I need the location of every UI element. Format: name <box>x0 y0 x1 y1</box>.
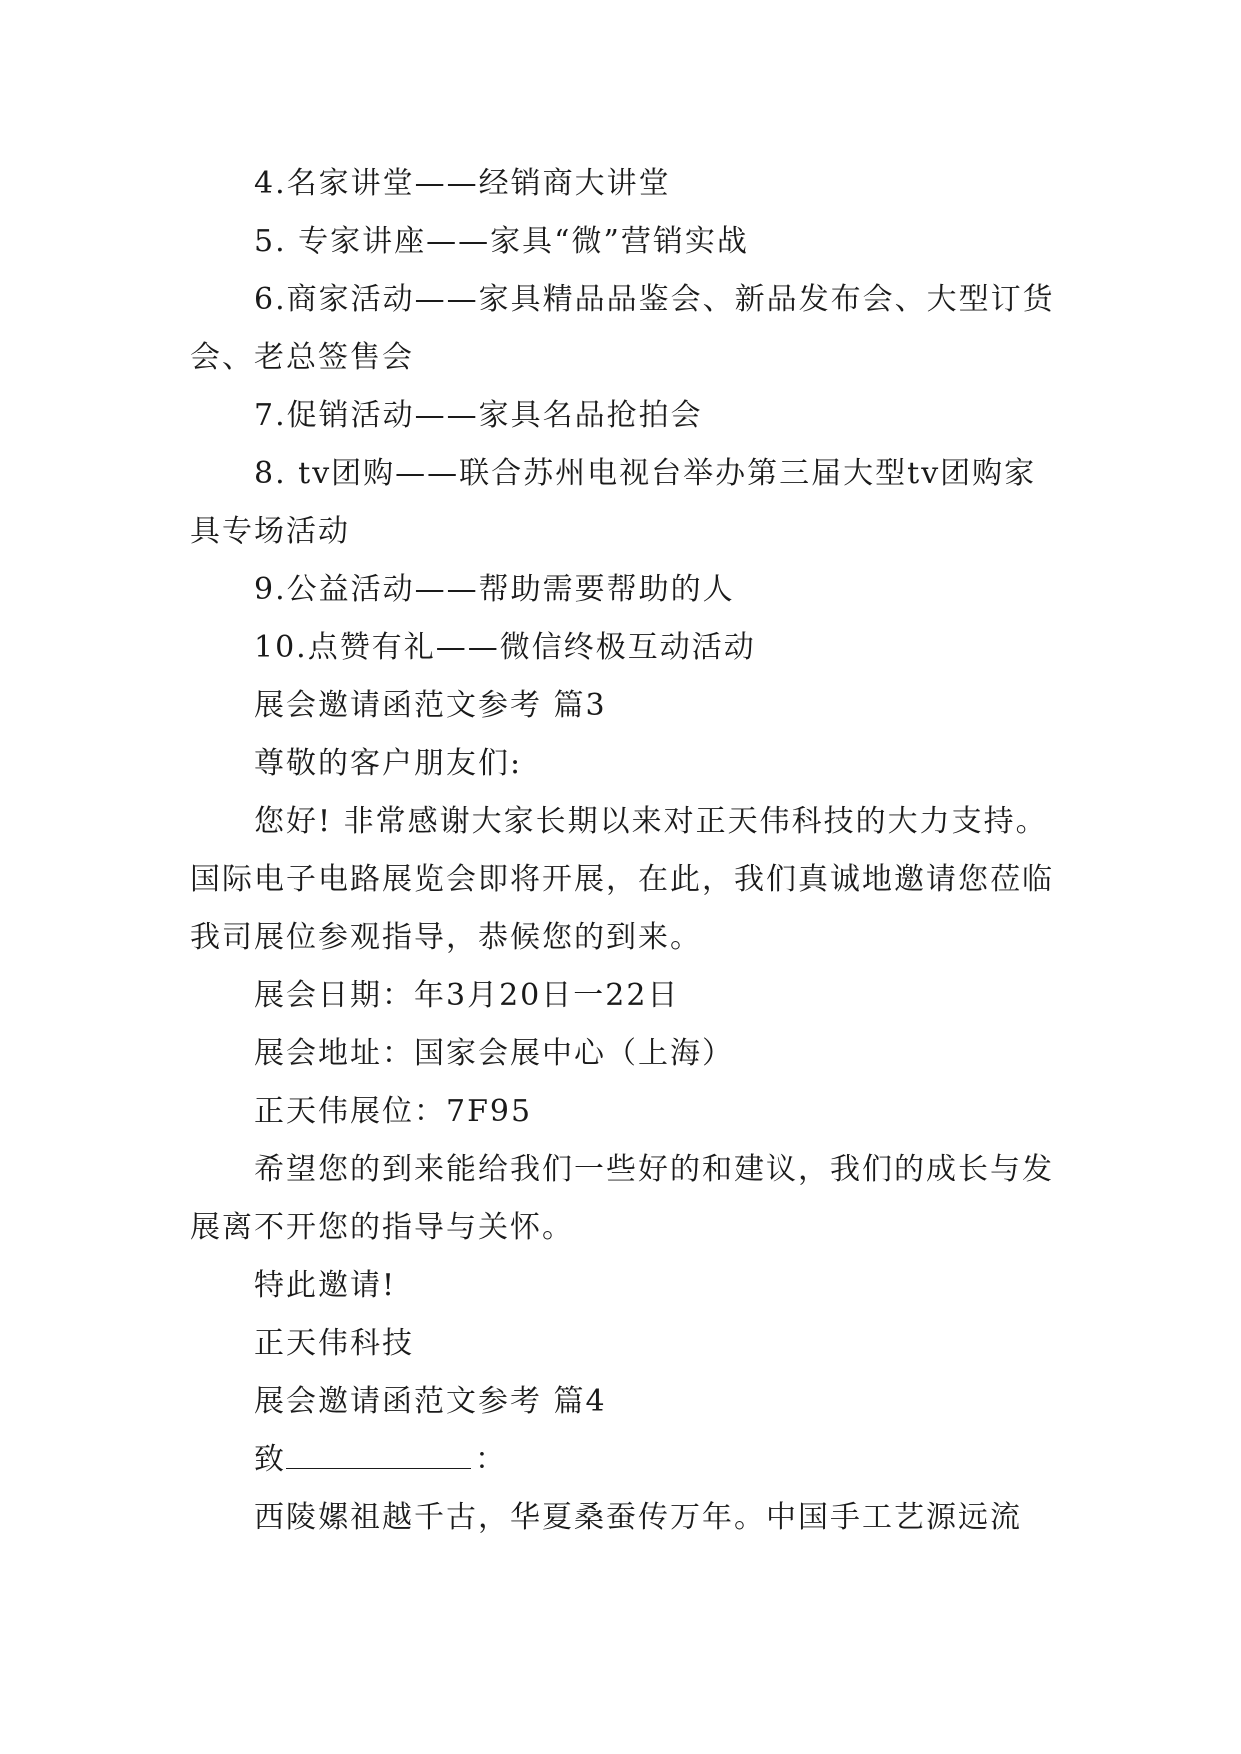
exhibition-date: 展会日期：年3月20日一22日 <box>254 978 680 1013</box>
section-heading-4: 展会邀请函范文参考 篇4 <box>254 1384 607 1419</box>
paragraph-item-10: 10.点赞有礼——微信终极互动活动 <box>254 630 756 665</box>
paragraph-item-5: 5. 专家讲座——家具“微”营销实战 <box>254 224 749 259</box>
paragraph-item-7: 7.促销活动——家具名品抢拍会 <box>254 398 703 433</box>
greeting: 尊敬的客户朋友们: <box>254 746 523 781</box>
salutation-blank <box>286 1438 471 1469</box>
closing-hope: 希望您的到来能给我们一些好的和建议，我们的成长与发展离不开您的指导与关怀。 <box>190 1152 1054 1245</box>
last-paragraph: 西陵嫘祖越千古，华夏桑蚕传万年。中国手工艺源远流 <box>254 1500 1022 1535</box>
section-heading-3: 展会邀请函范文参考 篇3 <box>254 688 607 723</box>
salutation-line <box>190 1431 1060 1489</box>
document-body <box>190 155 1060 1547</box>
paragraph-item-9: 9.公益活动——帮助需要帮助的人 <box>254 572 735 607</box>
paragraph-item-4: 4.名家讲堂——经销商大讲堂 <box>254 166 671 201</box>
exhibition-address: 展会地址：国家会展中心（上海） <box>254 1036 734 1071</box>
paragraph-item-6: 6.商家活动——家具精品品鉴会、新品发布会、大型订货会、老总签售会 <box>190 282 1055 375</box>
special-invitation: 特此邀请! <box>254 1268 397 1303</box>
salutation-suffix: ： <box>475 1442 507 1477</box>
booth-number: 正天伟展位：7F95 <box>254 1094 533 1129</box>
paragraph-item-8: 8. tv团购——联合苏州电视台举办第三届大型tv团购家具专场活动 <box>190 456 1037 549</box>
signature-company: 正天伟科技 <box>254 1326 414 1361</box>
salutation-prefix: 致 <box>254 1442 286 1477</box>
invitation-body: 您好! 非常感谢大家长期以来对正天伟科技的大力支持。国际电子电路展览会即将开展，在此，我们真诚地邀请您莅临我司展位参观指导，恭候您的到来。 <box>190 804 1054 955</box>
